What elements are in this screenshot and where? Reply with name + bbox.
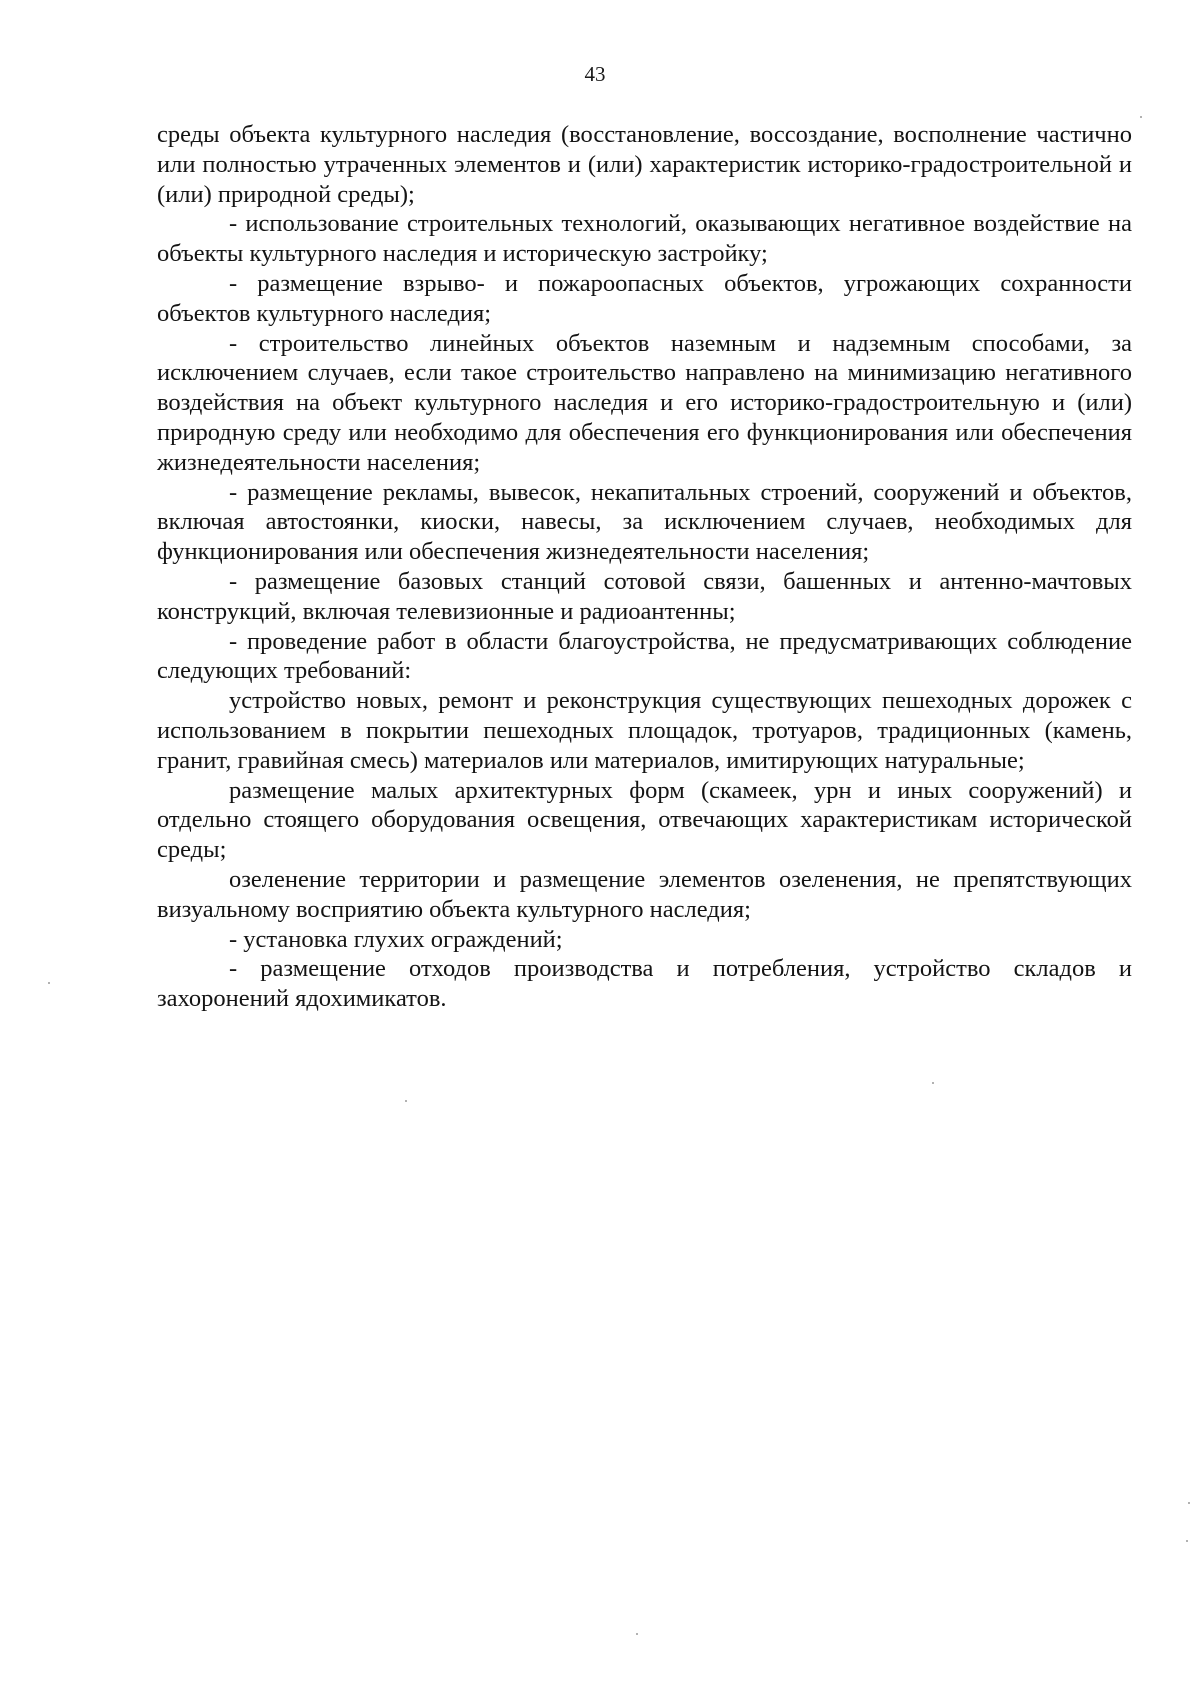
scan-speck: [405, 1100, 407, 1102]
document-body: [157, 120, 1132, 1014]
list-item-linear-objects: - строительство линейных объектов наземным и надземным способами, за исключением случаев, если такое строительство направлено на минимизацию негативного воздействия на объект культурного наследия и его историко-градостроительную и (или) природную среду или необходимо для обеспечения его функционирования или обеспечения жизнедеятельности населения;: [157, 329, 1132, 476]
list-item-advertising: - размещение рекламы, вывесок, некапитальных строений, сооружений и объектов, включая автостоянки, киоски, навесы, за исключением случаев, необходимых для функционирования или обеспечения жизнедеятельности населения;: [157, 478, 1132, 566]
list-item-fences: - установка глухих ограждений;: [229, 925, 563, 953]
scan-speck: [636, 1633, 638, 1635]
requirement-greening: озеленение территории и размещение элементов озеленения, не препятствующих визуальному восприятию объекта культурного наследия;: [157, 865, 1132, 923]
page-number: 43: [584, 62, 606, 86]
scan-speck: [48, 982, 50, 984]
list-item-explosive-objects: - размещение взрыво- и пожароопасных объектов, угрожающих сохранности объектов культурного наследия;: [157, 269, 1132, 327]
list-item-construction-technologies: - использование строительных технологий, оказывающих негативное воздействие на объекты культурного наследия и историческую застройку;: [157, 210, 1132, 268]
requirement-pedestrian-paths: устройство новых, ремонт и реконструкция существующих пешеходных дорожек с использованием в покрытии пешеходных площадок, тротуаров, традиционных (камень, гранит, гравийная смесь) материалов или материалов, имитирующих натуральные;: [157, 687, 1132, 774]
scan-speck: [1188, 1502, 1190, 1504]
list-item-waste: - размещение отходов производства и потребления, устройство складов и захоронений ядохимикатов.: [157, 955, 1132, 1013]
scan-speck: [1140, 116, 1142, 118]
scan-speck: [1186, 1540, 1188, 1542]
list-item-cell-towers: - размещение базовых станций сотовой связи, башенных и антенно-мачтовых конструкций, включая телевизионные и радиоантенны;: [157, 567, 1132, 625]
requirement-small-forms: размещение малых архитектурных форм (скамеек, урн и иных сооружений) и отдельно стоящего оборудования освещения, отвечающих характеристикам исторической среды;: [157, 776, 1132, 864]
paragraph-continuation: среды объекта культурного наследия (восстановление, воссоздание, восполнение частично или полностью утраченных элементов и (или) характеристик историко-градостроительной и (или) природной среды);: [157, 121, 1132, 208]
list-item-landscaping-works: - проведение работ в области благоустройства, не предусматривающих соблюдение следующих требований:: [157, 627, 1132, 685]
scan-speck: [932, 1082, 934, 1084]
